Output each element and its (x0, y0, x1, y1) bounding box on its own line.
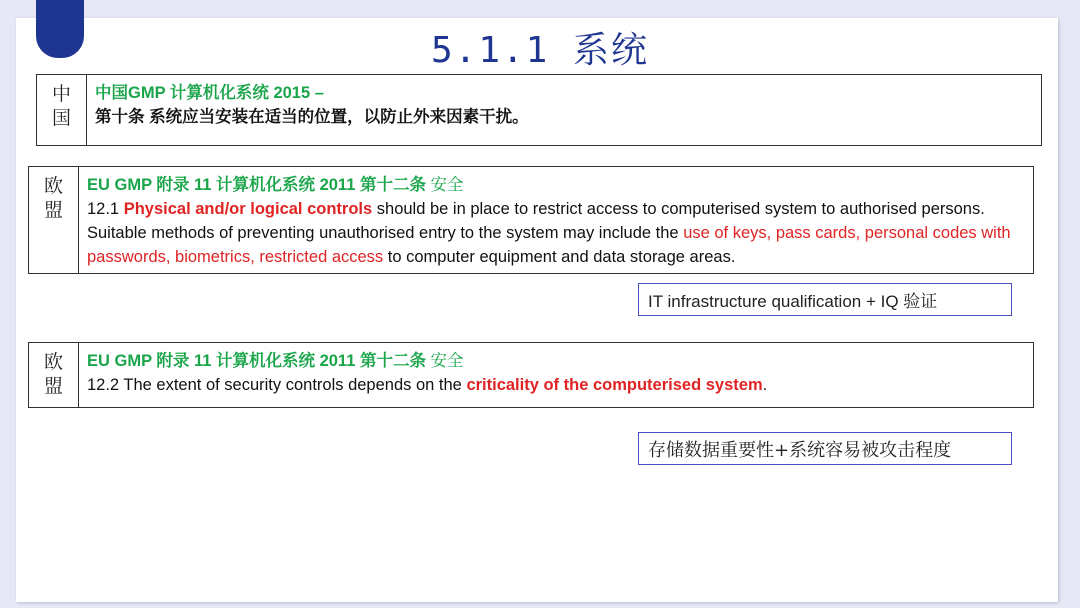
eu-gmp-heading (87, 349, 1025, 373)
eu-gmp-heading-suffix: 安全 (430, 352, 464, 370)
text-segment: . (762, 376, 768, 394)
note-it-infrastructure: IT infrastructure qualification + IQ 验证 (638, 283, 1012, 316)
eu-gmp-12-1-content (79, 167, 1033, 273)
region-cell-china (37, 75, 87, 145)
eu-gmp-12-2-content (79, 343, 1033, 407)
eu-gmp-heading-text: EU GMP 附录 11 计算机化系统 2011 第十二条 (87, 352, 426, 370)
region-char: 欧 (43, 175, 63, 197)
region-char: 盟 (43, 199, 63, 221)
eu-gmp-12-2-text (87, 373, 1025, 397)
eu-gmp-12-1-table (28, 166, 1034, 274)
region-char: 中 (51, 83, 71, 105)
eu-gmp-12-1-text (87, 197, 1025, 269)
eu-gmp-heading-suffix: 安全 (430, 176, 464, 194)
region-cell-eu (29, 167, 79, 273)
china-gmp-table (36, 74, 1042, 146)
highlight-methods: use of keys, pass cards, personal codes with passwords, biometrics, restricted access (87, 224, 1011, 266)
eu-gmp-heading-text: EU GMP 附录 11 计算机化系统 2011 第十二条 (87, 176, 426, 194)
region-char: 欧 (43, 351, 63, 373)
highlight-controls: Physical and/or logical controls (123, 200, 373, 218)
china-gmp-article: 第十条 系统应当安装在适当的位置，以防止外来因素干扰。 (95, 108, 529, 126)
note-data-criticality: 存储数据重要性+系统容易被攻击程度 (638, 432, 1012, 465)
text-segment: 12.1 (87, 200, 124, 218)
china-gmp-content (87, 75, 1041, 145)
region-char: 盟 (43, 375, 63, 397)
china-gmp-heading: 中国GMP 计算机化系统 2015 – (95, 84, 324, 102)
region-char: 国 (51, 107, 71, 129)
text-segment: should be in place to restrict access to computerised system to authorised persons. Suitable methods of preventing unauthorised entry to the system may include the (87, 200, 985, 242)
page-title: 5.1.1 系统 (430, 30, 650, 71)
eu-gmp-12-2-table (28, 342, 1034, 408)
text-segment: 12.2 The extent of security controls depends on the (87, 376, 467, 394)
highlight-criticality: criticality of the computerised system (466, 376, 763, 394)
text-segment: to computer equipment and data storage areas. (383, 248, 736, 266)
eu-gmp-heading (87, 173, 1025, 197)
region-cell-eu (29, 343, 79, 407)
